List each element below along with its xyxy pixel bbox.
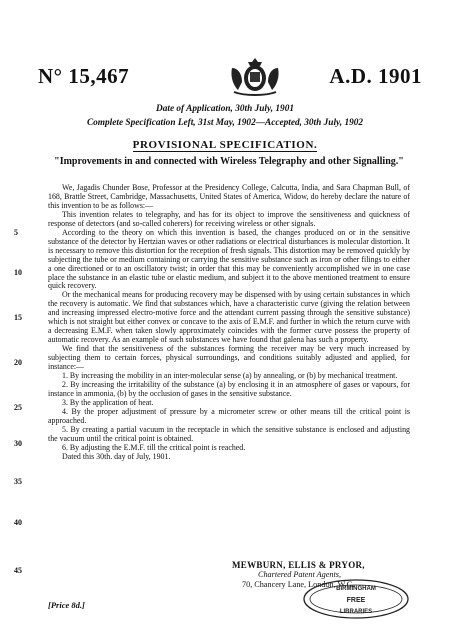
line-number: 10 (14, 268, 22, 277)
invention-title: "Improvements in and connected with Wireless Telegraphy and other Signalling." (54, 156, 404, 167)
paragraph: 2. By increasing the irritability of the substance (a) by enclosing it in an atmosphere of gases or vapours, for instance in ammonia, (b) by the occlusion of gases in the sensitive substance. (48, 379, 410, 398)
patent-number: N° 15,467 (38, 64, 130, 88)
dates-block (0, 102, 450, 130)
stamp-bottom-text: LIBRARIES (339, 609, 373, 615)
specification-body (48, 184, 410, 462)
paragraph: We find that the sensitiveness of the substances forming the receiver may be very much increased by subjecting them to certain forces, physical surroundings, and conditions suitably adjusted and applied, for instance:— (48, 344, 410, 372)
paragraph: According to the theory on which this invention is based, the changes produced on or in the sensitive substance of the detector by Hertzian waves or other radiations or electrical disturbances is molecular distortion. It is necessary to remove this distortion for the reception of fresh signals. This distortion may be removed quickly by subjecting the tube or medium containing or carrying the sensitive substance such as iron or other filings to either a one directioned or to an oscillatory twist; in order that this may be conveniently accomplished we in one case place the substance in an elastic tube or elastic medium, and subject it to the above mentioned treatment to ensure quick recovery. (48, 227, 410, 291)
line-number: 45 (14, 566, 22, 575)
stamp-middle-text: FREE (346, 597, 366, 604)
paragraph: Dated this 30th. day of July, 1901. (62, 451, 171, 461)
agent-address: 70, Chancery Lane, London, W.C. (242, 580, 355, 589)
agent-firm: MEWBURN, ELLIS & PRYOR, (232, 560, 365, 570)
paragraph: 1. By increasing the mobility in an inter-molecular sense (a) by annealing, or (b) by mechanical treatment. (62, 371, 398, 381)
paragraph: 4. By the proper adjustment of pressure by a micrometer screw or other means till the critical point is approached. (48, 406, 410, 425)
line-number: 35 (14, 477, 22, 486)
complete-spec-date: Complete Specification Left, 31st May, 1902—Accepted, 30th July, 1902 (86, 118, 364, 128)
paragraph: Or the mechanical means for producing recovery may be dispensed with by using certain substances in which the recovery is automatic. We find that substances which, have a characteristic curve (giving the relation between and increasing impressed electro-motive force and the attendant current passing through the sensitive substance) which is not straight but either convex or concave to the axis of E.M.F. and further in which the return curve with a decreasing E.M.F. when taken slowly approximately coincides with the former curve possess the property of automatic recovery. As an example of such substances we have found that galena has such a property. (48, 290, 410, 345)
paragraph: 3. By the application of heat. (62, 397, 154, 407)
line-number: 15 (14, 313, 22, 322)
library-stamp (302, 578, 410, 620)
header (38, 62, 422, 94)
application-date: Date of Application, 30th July, 1901 (156, 104, 294, 114)
patent-year: A.D. 1901 (329, 64, 422, 88)
paragraph: We, Jagadis Chunder Bose, Professor at the Presidency College, Calcutta, India, and Sara Chapman Bull, of 168, Brattle Street, Cambridge, Massachusetts, United States of America, Widow, do hereby declare the nature of this invention to be as follows:— (48, 183, 410, 210)
paragraph: 5. By creating a partial vacuum in the receptacle in which the sensitive substance is enclosed and adjusting the vacuum until the critical point is obtained. (48, 424, 410, 443)
line-number: 40 (14, 518, 22, 527)
spec-title: PROVISIONAL SPECIFICATION. (132, 139, 318, 151)
price-label: [Price 8d.] (48, 600, 85, 610)
line-number: 5 (14, 228, 18, 237)
paragraph: 6. By adjusting the E.M.F. till the critical point is reached. (62, 442, 246, 452)
line-number: 25 (14, 403, 22, 412)
agent-title: Chartered Patent Agents, (258, 570, 342, 579)
stamp-top-text: BIRMINGHAM (336, 586, 376, 592)
line-number: 30 (14, 439, 22, 448)
paragraph: This invention relates to telegraphy, and has for its object to improve the sensitiveness and quickness of response of detectors (and so-called coherers) for receiving wireless or other signals. (48, 209, 410, 228)
line-number: 20 (14, 358, 22, 367)
royal-arms-crest-icon (228, 56, 282, 96)
